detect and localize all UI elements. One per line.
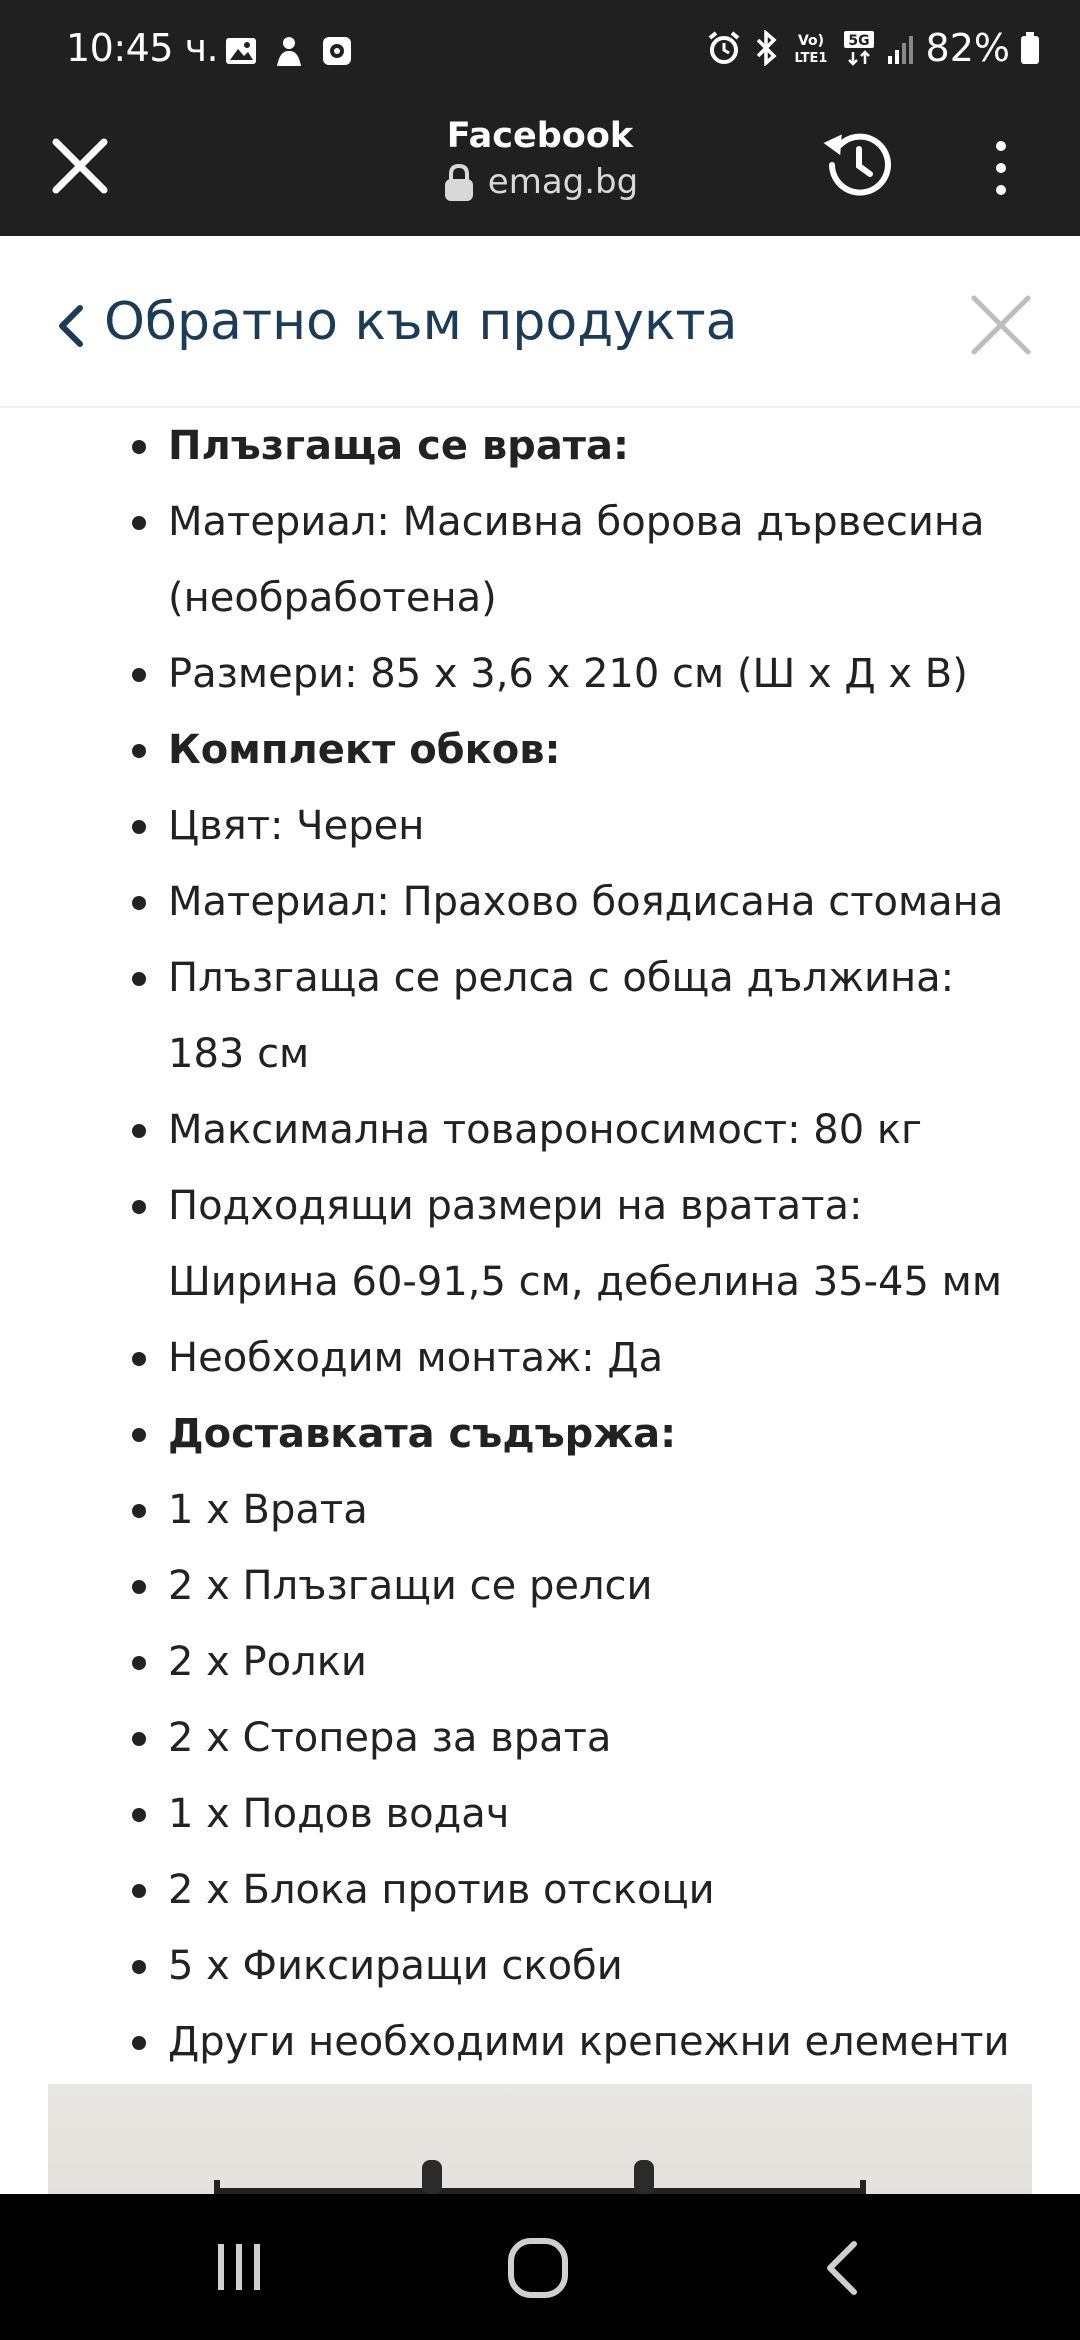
- product-specifications: [0, 408, 1080, 2194]
- volte-icon: [790, 30, 832, 66]
- alarm-icon: [706, 30, 742, 66]
- product-image[interactable]: [48, 2084, 1032, 2194]
- spec-list-item: Размери: 85 x 3,6 x 210 см (Ш x Д x В): [0, 636, 1080, 712]
- spec-list-item: Материал: Прахово боядисана стомана: [0, 864, 1080, 940]
- spec-list-item: Плъзгаща се релса с обща дължина: 183 см: [0, 940, 1080, 1092]
- status-bar: [0, 0, 1080, 104]
- status-notification-icons: [224, 34, 354, 68]
- system-navigation-bar: [0, 2194, 1080, 2340]
- status-time: 10:45 ч.: [66, 26, 219, 70]
- svg-text:5G: 5G: [847, 33, 870, 49]
- more-options-icon[interactable]: [988, 136, 1014, 200]
- spec-list-item: Необходим монтаж: Да: [0, 1320, 1080, 1396]
- browser-url: [0, 162, 1080, 202]
- panel-header: [0, 236, 1080, 408]
- spec-list-item: Цвят: Черен: [0, 788, 1080, 864]
- battery-percentage: 82%: [925, 26, 1010, 70]
- recent-apps-icon[interactable]: [212, 2240, 266, 2294]
- browser-toolbar: [0, 104, 1080, 236]
- spec-list: [0, 408, 1080, 2080]
- spec-list-item: Доставката съдържа:: [0, 1396, 1080, 1472]
- spec-list-item: Комплект обков:: [0, 712, 1080, 788]
- svg-text:Vo): Vo): [797, 33, 824, 49]
- spec-list-item: 2 x Блока против отскоци: [0, 1852, 1080, 1928]
- lock-icon: [442, 162, 476, 202]
- back-icon[interactable]: [822, 2238, 862, 2298]
- spec-list-item: 2 x Стопера за врата: [0, 1700, 1080, 1776]
- battery-icon: [1020, 30, 1040, 66]
- notification-person-icon: [272, 34, 306, 68]
- spec-list-item: 5 x Фиксиращи скоби: [0, 1928, 1080, 2004]
- image-icon: [224, 34, 258, 68]
- signal-icon: [886, 30, 916, 66]
- bluetooth-icon: [752, 30, 780, 66]
- spec-list-item: Плъзгаща се врата:: [0, 408, 1080, 484]
- spec-list-item: 1 x Врата: [0, 1472, 1080, 1548]
- back-to-product-link[interactable]: Обратно към продукта: [104, 292, 738, 352]
- spec-list-item: Максимална товароносимост: 80 кг: [0, 1092, 1080, 1168]
- history-icon[interactable]: [818, 124, 900, 206]
- chevron-left-icon[interactable]: [54, 302, 86, 350]
- spec-list-item: 1 x Подов водач: [0, 1776, 1080, 1852]
- home-icon[interactable]: [506, 2236, 570, 2300]
- spec-list-item: 2 x Плъзгащи се релси: [0, 1548, 1080, 1624]
- svg-text:LTE1: LTE1: [794, 51, 827, 66]
- browser-page-title: Facebook: [446, 116, 634, 156]
- status-right-icons: [706, 26, 1040, 70]
- url-text: emag.bg: [487, 162, 639, 202]
- spec-list-item: Подходящи размери на вратата: Ширина 60-91,5 см, дебелина 35-45 мм: [0, 1168, 1080, 1320]
- recording-icon: [320, 34, 354, 68]
- spec-list-item: Други необходими крепежни елементи: [0, 2004, 1080, 2080]
- sliding-rail-illustration: [48, 2084, 1032, 2194]
- spec-list-item: Материал: Масивна борова дървесина (необработена): [0, 484, 1080, 636]
- close-panel-icon[interactable]: [968, 292, 1034, 358]
- 5g-icon: [842, 30, 876, 66]
- spec-list-item: 2 x Ролки: [0, 1624, 1080, 1700]
